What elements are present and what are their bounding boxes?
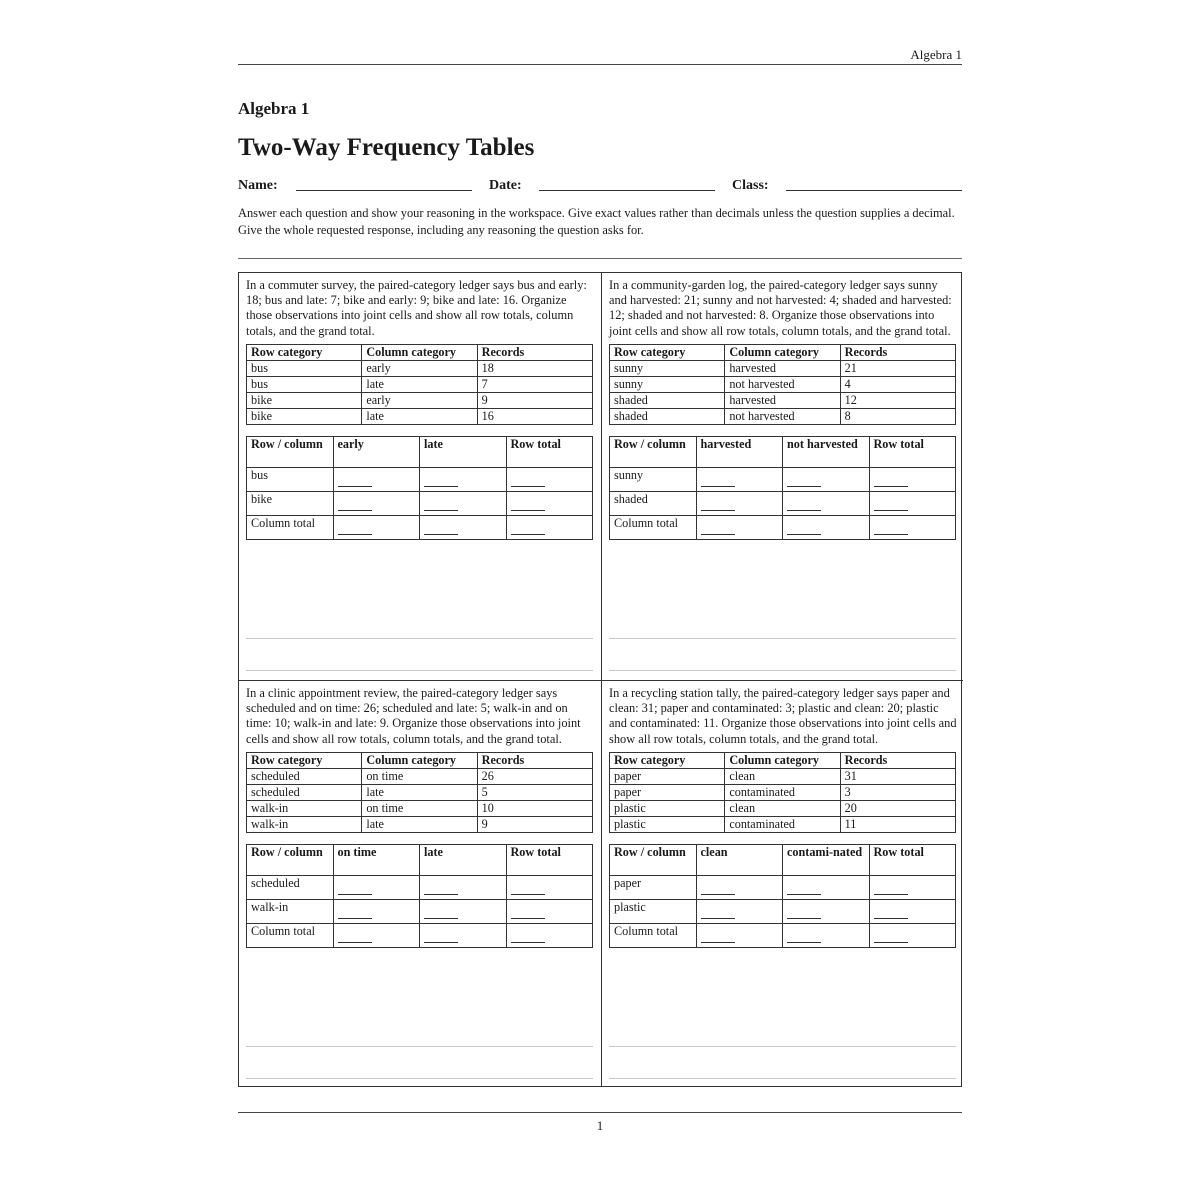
workspace-line[interactable] (609, 1078, 956, 1079)
answer-cell[interactable] (783, 923, 870, 947)
ledger-header: Row category (610, 752, 725, 768)
table-row (247, 392, 593, 408)
ledger-cell: shaded (610, 392, 725, 408)
answer-cell[interactable] (506, 875, 593, 899)
problem-prompt: In a clinic appointment review, the paired-category ledger says scheduled and on time: 26; scheduled and late: 5; walk-in and on time: 10; walk-in and late: 9. Organize those observations into joint cells and show all row totals, column totals, and the grand total. (246, 686, 581, 746)
ledger-cell: scheduled (247, 784, 362, 800)
row-label: plastic (610, 899, 697, 923)
table-row (610, 800, 956, 816)
ledger-table (609, 344, 956, 425)
answer-blank[interactable] (874, 497, 908, 511)
worksheet-page (238, 0, 962, 1200)
problem-prompt: In a community-garden log, the paired-category ledger says sunny and harvested: 21; sunny and not harvested: 4; shaded and harvested: 12; shaded and not harvested: 8. Organize those observations into joint cells and show all row totals, column totals, and the grand total. (609, 278, 952, 338)
answer-cell[interactable] (869, 467, 956, 491)
row-label: sunny (610, 467, 697, 491)
answer-cell[interactable] (333, 875, 420, 899)
answer-cell[interactable] (333, 515, 420, 539)
name-label: Name: (238, 178, 278, 193)
ledger-header: Records (840, 752, 955, 768)
column-header: harvested (696, 436, 783, 467)
answer-cell[interactable] (869, 875, 956, 899)
column-header: not harvested (783, 436, 870, 467)
workspace-line[interactable] (609, 638, 956, 639)
answer-blank[interactable] (701, 473, 735, 487)
problem-cell (239, 273, 601, 680)
problem-prompt: In a commuter survey, the paired-category ledger says bus and early: 18; bus and late: 7; bike and early: 9; bike and late: 16. Organize those observations into joint cells and show all row totals, column totals, and the grand total. (246, 278, 587, 338)
ledger-cell: 8 (840, 408, 955, 424)
instructions: Answer each question and show your reasoning in the workspace. Give exact values rather than decimals unless the question supplies a decimal. Give the whole requested response, including any reasoning the question asks for. (238, 206, 955, 237)
workspace-line[interactable] (246, 638, 593, 639)
student-fields (238, 178, 962, 200)
answer-cell[interactable] (869, 899, 956, 923)
table-row (247, 816, 593, 832)
answer-cell[interactable] (506, 515, 593, 539)
answer-blank[interactable] (511, 521, 545, 535)
problem-cell (601, 273, 963, 680)
row-total-header: Row total (869, 844, 956, 875)
answer-blank[interactable] (511, 473, 545, 487)
two-way-table (246, 844, 593, 948)
answer-blank[interactable] (338, 497, 372, 511)
ledger-cell: not harvested (725, 376, 840, 392)
ledger-cell: late (362, 816, 477, 832)
answer-blank[interactable] (874, 929, 908, 943)
table-row (610, 467, 956, 491)
running-header: Algebra 1 (910, 47, 962, 62)
ledger-cell: on time (362, 768, 477, 784)
answer-blank[interactable] (424, 497, 458, 511)
ledger-cell: 3 (840, 784, 955, 800)
ledger-cell: scheduled (247, 768, 362, 784)
ledger-cell: walk-in (247, 816, 362, 832)
table-row (247, 491, 593, 515)
ledger-header: Column category (725, 752, 840, 768)
ledger-cell: not harvested (725, 408, 840, 424)
table-row (247, 800, 593, 816)
answer-cell[interactable] (333, 899, 420, 923)
ledger-cell: 16 (477, 408, 592, 424)
answer-blank[interactable] (338, 929, 372, 943)
answer-cell[interactable] (696, 515, 783, 539)
ledger-cell: contaminated (725, 784, 840, 800)
answer-blank[interactable] (424, 473, 458, 487)
ledger-header: Records (477, 752, 592, 768)
ledger-header: Row category (247, 752, 362, 768)
ledger-cell: 9 (477, 392, 592, 408)
problem-grid (238, 272, 962, 1087)
answer-blank[interactable] (787, 473, 821, 487)
answer-blank[interactable] (874, 473, 908, 487)
ledger-cell: 5 (477, 784, 592, 800)
ledger-cell: sunny (610, 360, 725, 376)
table-row (247, 768, 593, 784)
answer-cell[interactable] (696, 467, 783, 491)
table-row (610, 515, 956, 539)
ledger-cell: clean (725, 800, 840, 816)
table-row (610, 768, 956, 784)
table-row (247, 376, 593, 392)
ledger-cell: shaded (610, 408, 725, 424)
answer-blank[interactable] (787, 929, 821, 943)
answer-blank[interactable] (424, 905, 458, 919)
table-row (610, 899, 956, 923)
ledger-cell: harvested (725, 360, 840, 376)
answer-cell[interactable] (696, 875, 783, 899)
problem-prompt: In a recycling station tally, the paired-category ledger says paper and clean: 31; paper and contaminated: 3; plastic and clean: 20; plastic and contaminated: 11. Organize those observations into joint cells and show all row totals, column totals, and the grand total. (609, 686, 957, 746)
ledger-cell: paper (610, 784, 725, 800)
answer-blank[interactable] (338, 473, 372, 487)
answer-cell[interactable] (506, 491, 593, 515)
ledger-cell: early (362, 360, 477, 376)
table-row (247, 784, 593, 800)
ledger-cell: clean (725, 768, 840, 784)
corner-header: Row / column (610, 844, 697, 875)
answer-blank[interactable] (511, 905, 545, 919)
corner-header: Row / column (247, 436, 334, 467)
two-way-table (246, 436, 593, 540)
class-label: Class: (732, 178, 769, 193)
table-row (247, 467, 593, 491)
answer-blank[interactable] (701, 521, 735, 535)
answer-blank[interactable] (874, 905, 908, 919)
workspace-line[interactable] (246, 1078, 593, 1079)
table-row (610, 408, 956, 424)
answer-cell[interactable] (783, 491, 870, 515)
row-label: Column total (247, 923, 334, 947)
table-row (610, 376, 956, 392)
answer-blank[interactable] (787, 521, 821, 535)
answer-blank[interactable] (874, 521, 908, 535)
page-number: 1 (596, 1118, 604, 1133)
answer-cell[interactable] (696, 923, 783, 947)
answer-cell[interactable] (506, 899, 593, 923)
ledger-cell: late (362, 408, 477, 424)
ledger-cell: on time (362, 800, 477, 816)
table-row (610, 875, 956, 899)
ledger-header: Records (477, 344, 592, 360)
corner-header: Row / column (610, 436, 697, 467)
ledger-header: Row category (610, 344, 725, 360)
answer-blank[interactable] (424, 521, 458, 535)
ledger-cell: 18 (477, 360, 592, 376)
answer-cell[interactable] (420, 467, 507, 491)
ledger-cell: paper (610, 768, 725, 784)
table-row (247, 515, 593, 539)
table-row (610, 360, 956, 376)
ledger-cell: 26 (477, 768, 592, 784)
answer-cell[interactable] (420, 899, 507, 923)
two-way-table (609, 844, 956, 948)
answer-cell[interactable] (420, 875, 507, 899)
ledger-cell: bike (247, 392, 362, 408)
row-label: shaded (610, 491, 697, 515)
column-header: early (333, 436, 420, 467)
corner-header: Row / column (247, 844, 334, 875)
answer-cell[interactable] (333, 923, 420, 947)
row-total-header: Row total (506, 436, 593, 467)
workspace-line[interactable] (246, 1046, 593, 1047)
ledger-cell: 20 (840, 800, 955, 816)
column-header: clean (696, 844, 783, 875)
row-total-header: Row total (506, 844, 593, 875)
ledger-header: Column category (362, 752, 477, 768)
ledger-header: Row category (247, 344, 362, 360)
ledger-cell: plastic (610, 800, 725, 816)
workspace-line[interactable] (246, 670, 593, 671)
row-label: Column total (610, 515, 697, 539)
ledger-header: Column category (725, 344, 840, 360)
answer-cell[interactable] (696, 899, 783, 923)
name-field[interactable] (296, 190, 472, 191)
row-label: Column total (610, 923, 697, 947)
instructions-rule (238, 258, 962, 259)
ledger-table (609, 752, 956, 833)
answer-cell[interactable] (869, 923, 956, 947)
table-row (610, 784, 956, 800)
table-row (610, 923, 956, 947)
footer-rule (238, 1112, 962, 1113)
ledger-header: Column category (362, 344, 477, 360)
ledger-header: Records (840, 344, 955, 360)
row-label: paper (610, 875, 697, 899)
answer-blank[interactable] (338, 905, 372, 919)
answer-cell[interactable] (696, 491, 783, 515)
answer-blank[interactable] (701, 881, 735, 895)
row-label: bus (247, 467, 334, 491)
answer-blank[interactable] (338, 521, 372, 535)
two-way-table (609, 436, 956, 540)
answer-cell[interactable] (420, 491, 507, 515)
table-row (610, 392, 956, 408)
subject-heading: Algebra 1 (238, 99, 310, 118)
answer-cell[interactable] (506, 467, 593, 491)
ledger-table (246, 752, 593, 833)
column-header: contami-nated (783, 844, 870, 875)
ledger-cell: 31 (840, 768, 955, 784)
answer-cell[interactable] (333, 467, 420, 491)
table-row (247, 875, 593, 899)
ledger-cell: 21 (840, 360, 955, 376)
answer-cell[interactable] (783, 467, 870, 491)
ledger-cell: harvested (725, 392, 840, 408)
column-header: on time (333, 844, 420, 875)
problem-cell (239, 680, 601, 1087)
answer-cell[interactable] (783, 515, 870, 539)
answer-blank[interactable] (701, 905, 735, 919)
row-label: walk-in (247, 899, 334, 923)
answer-blank[interactable] (787, 497, 821, 511)
ledger-cell: contaminated (725, 816, 840, 832)
answer-blank[interactable] (787, 881, 821, 895)
table-row (247, 408, 593, 424)
row-label: bike (247, 491, 334, 515)
table-row (247, 899, 593, 923)
answer-cell[interactable] (506, 923, 593, 947)
answer-blank[interactable] (701, 929, 735, 943)
ledger-cell: late (362, 376, 477, 392)
ledger-table (246, 344, 593, 425)
table-row (610, 491, 956, 515)
answer-blank[interactable] (424, 929, 458, 943)
ledger-cell: 4 (840, 376, 955, 392)
ledger-cell: plastic (610, 816, 725, 832)
ledger-cell: walk-in (247, 800, 362, 816)
date-label: Date: (489, 178, 522, 193)
page-title: Two-Way Frequency Tables (238, 134, 535, 161)
header-rule (238, 64, 962, 65)
answer-cell[interactable] (783, 875, 870, 899)
answer-blank[interactable] (874, 881, 908, 895)
answer-cell[interactable] (869, 491, 956, 515)
answer-cell[interactable] (420, 923, 507, 947)
answer-cell[interactable] (783, 899, 870, 923)
ledger-cell: sunny (610, 376, 725, 392)
ledger-cell: bus (247, 360, 362, 376)
class-field[interactable] (786, 190, 962, 191)
ledger-cell: bike (247, 408, 362, 424)
ledger-cell: 9 (477, 816, 592, 832)
workspace-line[interactable] (609, 670, 956, 671)
row-label: scheduled (247, 875, 334, 899)
answer-blank[interactable] (787, 905, 821, 919)
ledger-cell: 12 (840, 392, 955, 408)
table-row (610, 816, 956, 832)
answer-blank[interactable] (338, 881, 372, 895)
ledger-cell: 10 (477, 800, 592, 816)
answer-cell[interactable] (420, 515, 507, 539)
answer-cell[interactable] (869, 515, 956, 539)
ledger-cell: early (362, 392, 477, 408)
ledger-cell: late (362, 784, 477, 800)
ledger-cell: bus (247, 376, 362, 392)
column-header: late (420, 844, 507, 875)
answer-blank[interactable] (511, 497, 545, 511)
problem-cell (601, 680, 963, 1087)
answer-blank[interactable] (511, 929, 545, 943)
answer-blank[interactable] (701, 497, 735, 511)
row-total-header: Row total (869, 436, 956, 467)
answer-cell[interactable] (333, 491, 420, 515)
table-row (247, 360, 593, 376)
answer-blank[interactable] (511, 881, 545, 895)
workspace-line[interactable] (609, 1046, 956, 1047)
ledger-cell: 7 (477, 376, 592, 392)
ledger-cell: 11 (840, 816, 955, 832)
date-field[interactable] (539, 190, 715, 191)
table-row (247, 923, 593, 947)
row-label: Column total (247, 515, 334, 539)
column-header: late (420, 436, 507, 467)
answer-blank[interactable] (424, 881, 458, 895)
